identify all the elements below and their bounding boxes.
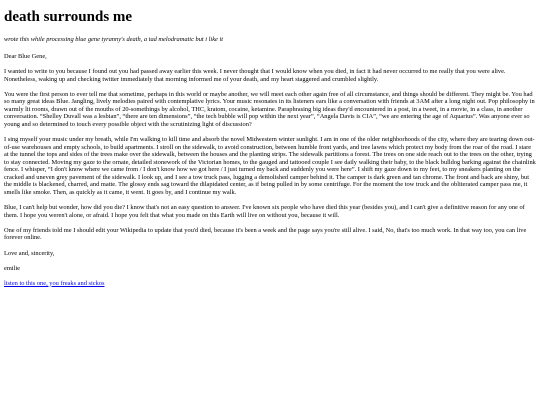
paragraph-1: I wanted to write to you because I found out you had passed away earlier this week. I never thought that I would know when you died, in fact it had never occurred to me really that you were alive. Nonetheless, waking up and checking twitter immediately that morning informed me of your death, and my heart staggered and crumbled slightly. xyxy=(4,68,506,83)
paragraph-4: Blue, I can't help but wonder, how did you die? I know that's not an easy question to answer. I've known six people who have died this year (besides you), and I can't give a definitive reason for any one of them. I hope you weren't alone, or afraid. I hope you felt that what you made on this Earth will live on without you, because it will. xyxy=(4,204,525,219)
closing: Love and, sincerity, xyxy=(4,249,55,257)
link-paragraph xyxy=(4,280,536,288)
paragraph-3: I sing myself your music under my breath, while I'm walking to kill time and absorb the novel Midwestern winter sunlight. I am in one of the older neighborhoods of the city, where they are tearing down out-of-use warehouses and empty schools, to build apartments. I stroll on the sidewalk, to avoid construction, between humble front yards, and tree lawns which protect my body from the roar of the road. I stare at the tunnel the tops and sides of the trees make over the sidewalk, between the houses and the planting strips. The sidewalk partitions a forest. The trees on one side reach out to the trees on the other, trying to stay connected. Moving my gaze to the ornate, detailed stonework of the Victorian homes, to the gauged and tattooed couple I see daily walking their baby, to the black bulldog barking against the chainlink fence. I whisper, “I don't know where we came from / I don't know how we got here / I just turned my back and suddenly you were here”. I shift my gaze down to my feet, to my sneakers planting on the cracked and uneven grey pavement of the sidewalk. I look up, and I see a tow truck pass, lugging a demolished camper behind it. The camper is dark green and tan chrome. The front and back are shiny, but the middle is blackened, charred, and matte. The glossy ends sag toward the dilapidated center, as if being pulled in by some centrifuge. For the moment the tow truck and the obliterated camper pass me, it smells like smoke. Then, as quickly as it came, it went. It goes by, and I continue my walk. xyxy=(4,136,536,196)
paragraph-2: You were the first person to ever tell me that sometime, perhaps in this world or maybe another, we will meet each other again free of all circumstance, and things should be different. They might be. You had so many great ideas Blue. Jangling, lively melodies paired with contemplative lyrics. Your music resonates in its listeners ears like a conversation with friends at 3AM after a long night out. Pop philosophy in warmly lit rooms, drawn out of the mouths of 20-somethings by alcohol, THC, kratom, cocaine, ketamine. Paraphrasing big ideas they'd encountered in a post, in a tweet, in a movie, in a class, in another conversation. “Shelley Duvall was a lesbian”, “there are ten dimensions”, “the tech bubble will pop within the next year”, “Angela Davis is CIA”, “we are entering the age of Aquarius”. Was anyone ever so young and so determined to touch every possible object with the scrutinizing light of discussion? xyxy=(4,90,535,129)
page-subtitle: wrote this while processing blue gene tyranny's death, a tad melodramatic but i like it xyxy=(4,36,224,43)
page-title: death surrounds me xyxy=(4,9,133,25)
paragraph-5: One of my friends told me I should edit your Wikipedia to update that you'd died, because it's been a week and the page says you're still alive. I said, No, that's too much work. In that way too, you can live forever online. xyxy=(4,226,527,242)
listen-link[interactable]: listen to this one, you freaks and sickos xyxy=(4,279,105,287)
greeting: Dear Blue Gene, xyxy=(4,53,47,60)
signature: emilie xyxy=(4,264,20,272)
